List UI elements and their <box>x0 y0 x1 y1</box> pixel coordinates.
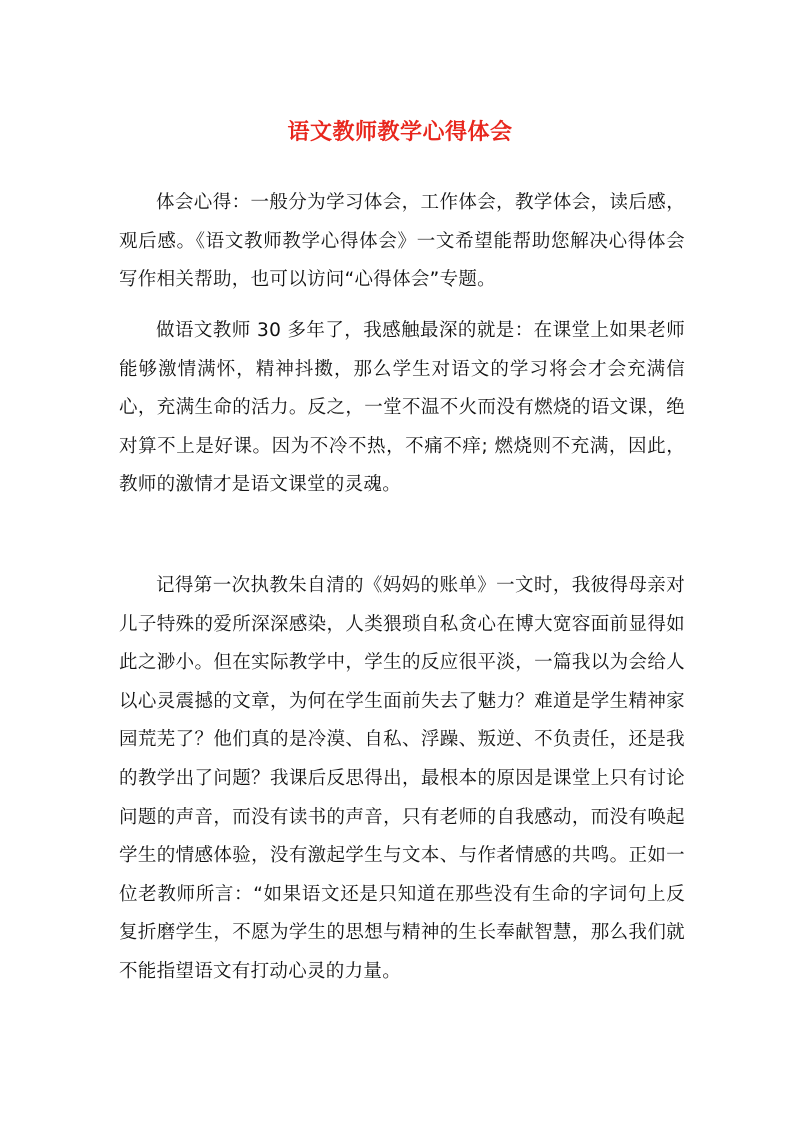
paragraph-teacher-passion: 做语文教师 30 多年了，我感触最深的就是：在课堂上如果老师能够激情满怀，精神抖擞，那么学生对语文的学习将会才会充满信心，充满生命的活力。反之，一堂不温不火而没有燃烧的语文课，绝对算不上是好课。因为不冷不热，不痛不痒; 燃烧则不充满，因此，教师的激情才是语文课堂的灵魂。 <box>119 320 685 496</box>
paragraph-teaching-reflection: 记得第一次执教朱自清的《妈妈的账单》一文时，我彼得母亲对儿子特殊的爱所深深感染，人类猥琐自私贪心在博大宽容面前显得如此之渺小。但在实际教学中，学生的反应很平淡，一篇我以为会给人以心灵震撼的文章，为何在学生面前失去了魅力？难道是学生精神家园荒芜了？他们真的是冷漠、自私、浮躁、叛逆、不负责任，还是我的教学出了问题？我课后反思得出，最根本的原因是课堂上只有讨论问题的声音，而没有读书的声音，只有老师的自我感动，而没有唤起学生的情感体验，没有激起学生与文本、与作者情感的共鸣。正如一位老教师所言：“如果语文还是只知道在那些没有生命的字词句上反复折磨学生，不愿为学生的思想与精神的生长奉献智慧，那么我们就不能指望语文有打动心灵的力量。 <box>119 575 685 982</box>
page-title: 语文教师教学心得体会 <box>287 119 513 145</box>
paragraph-intro: 体会心得：一般分为学习体会，工作体会，教学体会，读后感，观后感。《语文教师教学心得体会》一文希望能帮助您解决心得体会写作相关帮助，也可以访问“心得体会”专题。 <box>119 192 685 291</box>
